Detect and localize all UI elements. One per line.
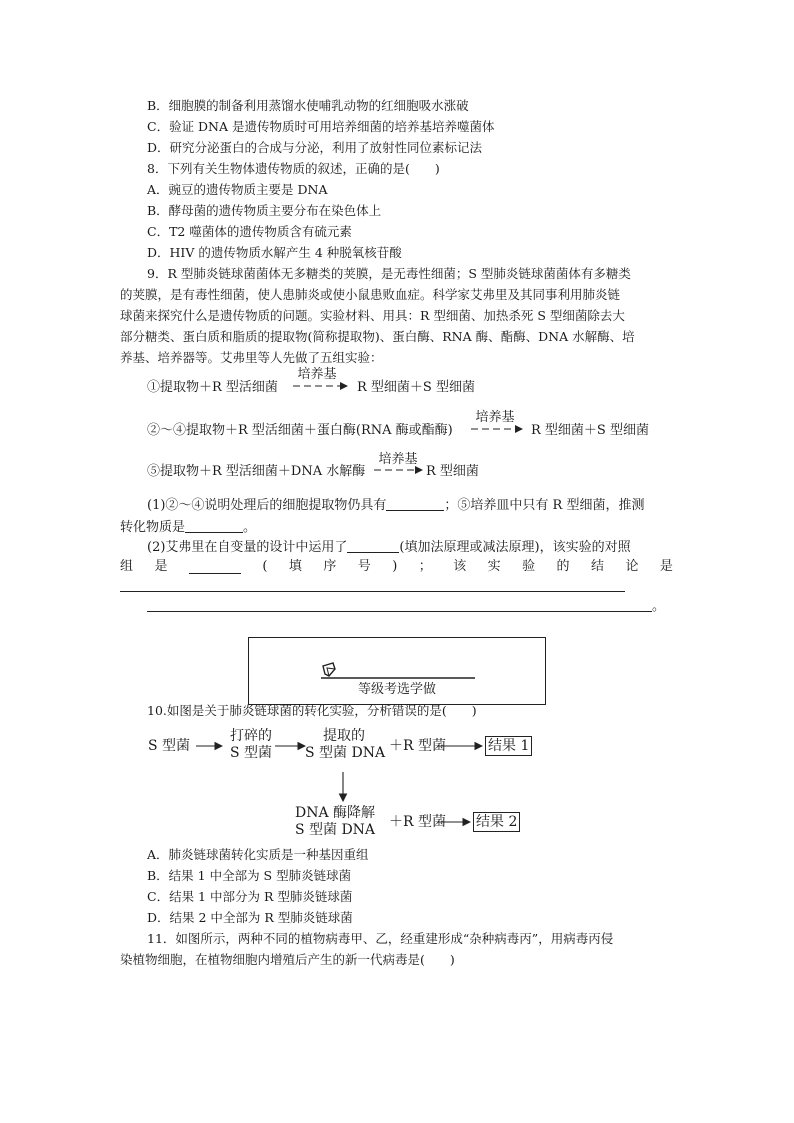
justified-char: 该 [453,559,467,574]
q10-stem: 10.如图是关于肺炎链球菌的转化实验，分析错误的是( ) [147,703,477,718]
diagram-s-strain: S 型菌 [148,738,191,754]
q9-sub2-line: (2)艾弗里在自变量的设计中运用了 (填加法原理或减法原理)，该实验的对照 [147,540,631,555]
exp2-right: R 型细菌＋S 型细菌 [531,423,649,438]
exp2-left: ②～④提取物＋R 型活细菌＋蛋白酶(RNA 酶或酯酶) [147,423,453,438]
q9-line-1: 9．R 型肺炎链球菌菌体无多糖类的荚膜，是无毒性细菌；S 型肺炎链球菌菌体有多糖类 [147,266,631,281]
q8-option-b: B．酵母菌的遗传物质主要分布在染色体上 [147,203,382,218]
exp3-arrow-label: 培养基 [378,452,418,467]
q9-line-2: 的荚膜，是有毒性细菌，使人患肺炎或使小鼠患败血症。科学家艾弗里及其同事利用肺炎链 [120,287,621,302]
exp2-arrow-label: 培养基 [475,410,515,425]
q9-sub1-line-2: 转化物质是 。 [120,520,257,535]
q7-option-d: D．研究分泌蛋白的合成与分泌，利用了放射性同位素标记法 [147,140,483,155]
q11-line-2: 染植物细胞，在植物细胞内增殖后产生的新一代病毒是( ) [120,952,455,967]
justified-char: 的 [556,559,570,574]
justified-char: 结 [591,559,605,574]
q10-option-a: A．肺炎链球菌转化实质是一种基因重组 [147,847,369,862]
justified-char: 论 [625,559,639,574]
exp1-right: R 型细菌＋S 型细菌 [357,380,475,395]
justified-char: ) [392,559,398,574]
q8-stem: 8．下列有关生物体遗传物质的叙述，正确的是( ) [147,161,440,176]
diagram-dnase: DNA 酶降解 S 型菌 DNA [294,805,376,838]
q8-option-d: D．HIV 的遗传物质水解产生 4 种脱氧核苷酸 [147,245,402,260]
justified-char: ； [418,559,432,574]
q11-line-1: 11．如图所示，两种不同的植物病毒甲、乙，经重建形成“杂种病毒丙”，用病毒丙侵 [147,931,614,946]
justified-char: 验 [522,559,536,574]
q7-option-b: B．细胞膜的制备利用蒸馏水使哺乳动物的红细胞吸水涨破 [147,98,469,113]
justified-char: 填 [288,559,302,574]
q9-line-5: 养基、培养器等。艾弗里等人先做了五组实验： [120,350,383,365]
q8-option-c: C．T2 噬菌体的遗传物质含有硫元素 [147,224,352,239]
diagram-plus-r-1: ＋R 型菌 [389,738,446,754]
justified-char: 号 [357,559,371,574]
q10-option-b: B．结果 1 中全部为 S 型肺炎链球菌 [147,868,352,883]
justified-char: 序 [323,559,337,574]
exp3-right: R 型细菌 [426,464,479,479]
diagram-crushed: 打碎的 S 型菌 [229,728,273,761]
q9-line-3: 球菌来探究什么是遗传物质的问题。实验材料、用具：R 型细菌、加热杀死 S 型细菌除去大 [120,308,625,323]
diagram-plus-r-2: ＋R 型菌 [389,814,446,830]
justified-char: ( [262,559,268,574]
q9-sub1-line: (1)②～④说明处理后的细胞提取物仍具有 ；⑤培养皿中只有 R 型细菌，推测 [147,498,645,513]
q8-option-a: A．豌豆的遗传物质主要是 DNA [147,182,328,197]
q7-option-c: C．验证 DNA 是遗传物质时可用培养细菌的培养基培养噬菌体 [147,119,495,134]
exp3-left: ⑤提取物＋R 型活细菌＋DNA 水解酶 [147,464,366,479]
diagram-extracted-dna: 提取的 S 型菌 DNA [305,728,386,761]
banner-title: 等级考选学做 [357,682,436,697]
q10-option-d: D．结果 2 中全部为 R 型肺炎链球菌 [147,910,353,925]
q9-end-period: 。 [652,599,666,614]
diagram-result-2: 结果 2 [473,812,520,832]
q10-option-c: C．结果 1 中部分为 R 型肺炎链球菌 [147,889,353,904]
exp1-arrow-label: 培养基 [297,367,337,382]
diagram-result-1: 结果 1 [485,736,532,756]
exp1-left: ①提取物＋R 型活细菌 [147,380,278,395]
justified-char: 组 [120,559,134,574]
justified-char: 是 [659,559,673,574]
q9-line-4: 部分糖类、蛋白质和脂质的提取物(简称提取物)、蛋白酶、RNA 酶、酯酶、DNA 水解酶、培 [120,329,635,344]
justified-char: 是 [154,559,168,574]
justified-char: 实 [487,559,501,574]
